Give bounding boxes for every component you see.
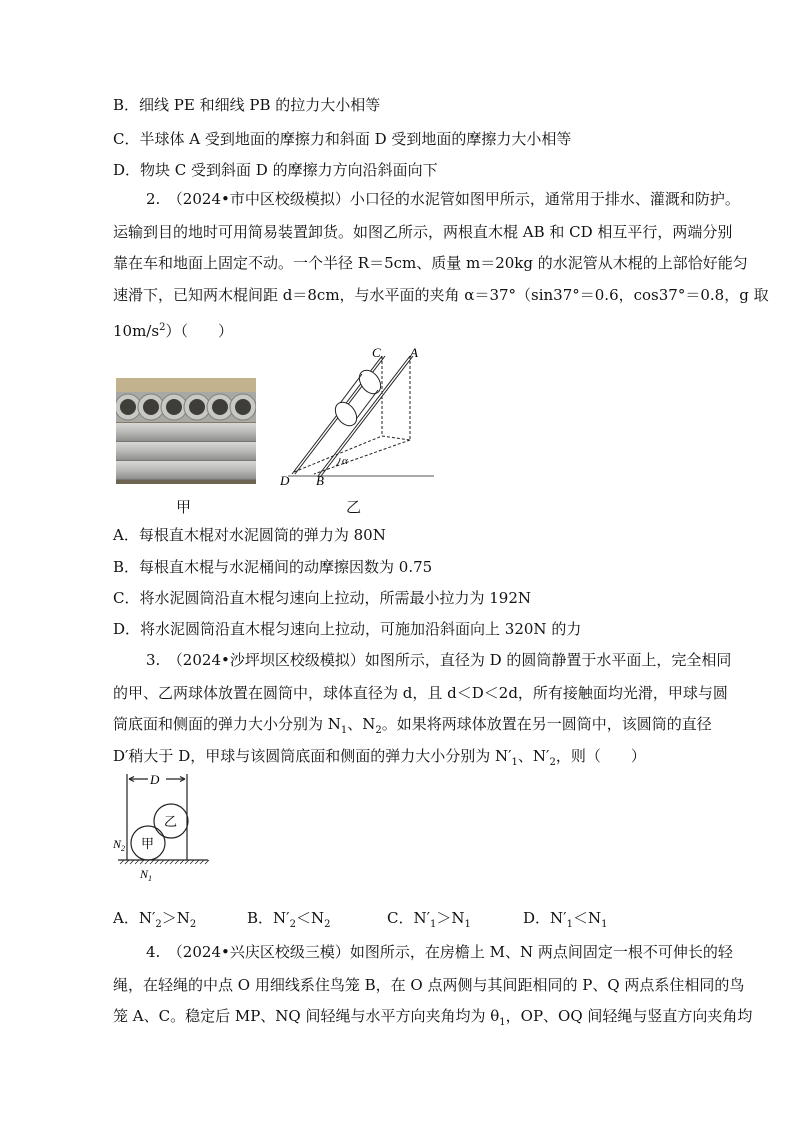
q3-a-sub2: 2 — [189, 919, 197, 930]
q1-option-c: C．半球体 A 受到地面的摩擦力和斜面 D 受到地面的摩擦力大小相等 — [113, 130, 572, 148]
q3-label-n1-sub: 1 — [148, 874, 153, 883]
q3-l4-text-b: 、N′ — [517, 747, 550, 765]
q3-b-sub2: 2 — [324, 919, 331, 930]
q4-stem-line-2: 绳，在轻绳的中点 O 用细线系住鸟笼 B，在 O 点两侧与其间距相同的 P、Q 两点系住相同的鸟 — [113, 976, 745, 994]
q3-d-sub: 1 — [566, 919, 573, 930]
label-alpha: α — [342, 455, 348, 467]
q2-stem-line-3: 靠在车和地面上固定不动。一个半径 R＝5cm、质量 m＝20kg 的水泥管从木棍的上部恰好能匀 — [113, 254, 748, 272]
q3-c-sub: 1 — [430, 919, 437, 930]
cement-pipes-photo — [116, 378, 256, 484]
q3-stem-line-3 — [113, 714, 712, 741]
q2-option-d: D．将水泥圆筒沿直木棍匀速向上拉动，可施加沿斜面向上 320N 的力 — [113, 620, 582, 638]
q3-option-c — [387, 908, 523, 935]
q3-label-n2-letter: N — [113, 837, 122, 851]
q4-stem-line-1: 4. （2024•兴庆区校级三模）如图所示，在房檐上 M、N 两点间固定一根不可伸长的轻 — [146, 943, 733, 961]
q3-l4-text-c: ，则（ ） — [555, 747, 646, 765]
q4-l3-sub: 1 — [499, 1017, 506, 1028]
q2-option-c: C．将水泥圆筒沿直木棍匀速向上拉动，所需最小拉力为 192N — [113, 589, 532, 607]
q3-option-a — [113, 908, 247, 935]
q3-l3-sub-2: 2 — [375, 725, 382, 736]
inclined-sticks-diagram — [278, 344, 438, 486]
q4-stem-line-3 — [113, 1006, 752, 1033]
label-c: C — [372, 345, 381, 360]
q3-c-rest: ＞N — [436, 909, 465, 927]
q2-option-b: B．每根直木棍与水泥桶间的动摩擦因数为 0.75 — [113, 558, 433, 576]
q1-option-d: D．物块 C 受到斜面 D 的摩擦力方向沿斜面向下 — [113, 161, 438, 179]
q3-b-sub: 2 — [289, 919, 296, 930]
q2-stem-line-5 — [113, 318, 233, 341]
q3-c-text: C．N′ — [387, 909, 431, 927]
q1-option-b: B．细线 PE 和细线 PB 的拉力大小相等 — [113, 96, 381, 114]
q3-l4-text-a: D′稍大于 D，甲球与该圆筒底面和侧面的弹力大小分别为 N′ — [113, 747, 512, 765]
q2-stem-unit: 10m/s — [113, 322, 160, 340]
q3-a-text: A．N′ — [113, 909, 156, 927]
q3-l3-sub-1: 1 — [340, 725, 348, 736]
q3-d-text: D．N′ — [523, 909, 567, 927]
q3-l3-text-a: 筒底面和侧面的弹力大小分别为 N — [113, 715, 341, 733]
q2-stem-line-4: 速滑下，已知两木棍间距 d＝8cm，与水平面的夹角 α＝37°（sin37°＝0.6，cos37°＝0.8，g 取 — [113, 286, 769, 304]
q3-label-n2-sub: 2 — [121, 844, 126, 853]
q3-d-sub2: 1 — [601, 919, 608, 930]
q4-l3-text-a: 笼 A、C。稳定后 MP、NQ 间轻绳与水平方向夹角均为 θ — [113, 1007, 500, 1025]
q3-d-rest: ＜N — [572, 909, 602, 927]
caption-jia: 甲 — [176, 498, 192, 516]
cylinder-spheres-diagram — [110, 768, 214, 888]
label-d: D — [280, 473, 290, 486]
q4-l3-text-b: ，OP、OQ 间轻绳与竖直方向夹角均 — [505, 1007, 753, 1025]
q3-label-yi: 乙 — [164, 815, 178, 830]
q2-stem-unit-sup: 2 — [159, 322, 166, 333]
label-b: B — [316, 473, 324, 486]
q3-option-d — [523, 908, 607, 935]
q3-l3-text-c: 。如果将两球体放置在另一圆筒中，该圆筒的直径 — [381, 715, 712, 733]
q3-a-rest: ＞N — [161, 909, 190, 927]
q3-label-d: D — [150, 772, 160, 787]
q3-stem-line-2: 的甲、乙两球体放置在圆筒中，球体直径为 d，且 d＜D＜2d，所有接触面均光滑，甲球与圆 — [113, 684, 728, 702]
q3-label-n1-letter: N — [140, 867, 149, 881]
q3-options-row — [113, 908, 607, 935]
q2-option-a: A．每根直木棍对水泥圆筒的弹力为 80N — [113, 526, 386, 544]
q3-l3-text-b: 、N — [347, 715, 376, 733]
caption-yi: 乙 — [346, 498, 362, 516]
q3-label-jia: 甲 — [141, 837, 155, 852]
label-a: A — [410, 345, 418, 360]
q3-option-b — [247, 908, 387, 935]
q3-l4-sub-2: 2 — [549, 757, 556, 768]
q3-c-sub2: 1 — [464, 919, 471, 930]
q3-b-text: B．N′ — [247, 909, 290, 927]
q3-label-n2 — [112, 837, 125, 853]
q3-stem-line-1: 3. （2024•沙坪坝区校级模拟）如图所示，直径为 D 的圆筒静置于水平面上，完全相同 — [146, 651, 732, 669]
q2-stem-line-2: 运输到目的地时可用简易装置卸货。如图乙所示，两根直木棍 AB 和 CD 相互平行，两端分别 — [113, 223, 733, 241]
q2-stem-line-1: 2. （2024•市中区校级模拟）小口径的水泥管如图甲所示，通常用于排水、灌溉和防护。 — [146, 190, 740, 208]
q2-stem-blank: ）（ ） — [165, 322, 233, 340]
q3-b-rest: ＜N — [295, 909, 325, 927]
q3-l4-sub-1: 1 — [511, 757, 518, 768]
q3-label-n1 — [139, 867, 152, 883]
q3-a-sub: 2 — [155, 919, 162, 930]
